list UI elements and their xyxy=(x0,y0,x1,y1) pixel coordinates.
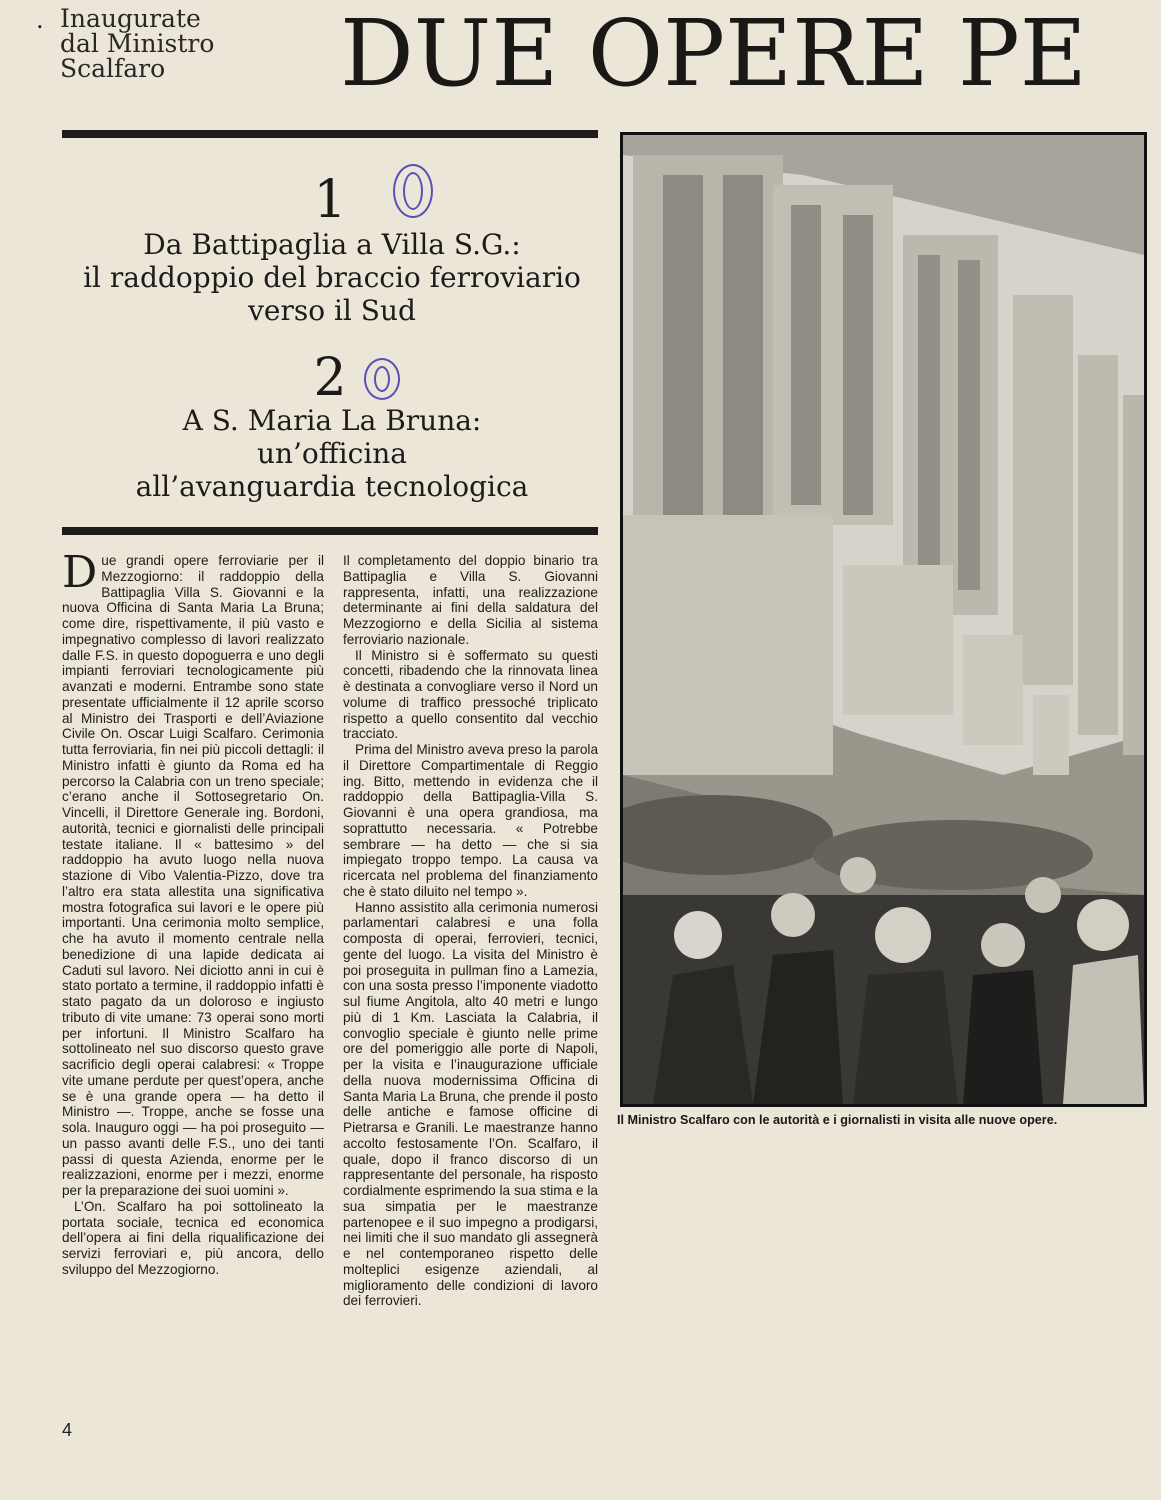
kicker xyxy=(60,6,270,81)
decorative-dot: . xyxy=(36,6,44,34)
kicker-line-2: dal Ministro xyxy=(60,29,215,58)
article-paragraph: Hanno assistito alla cerimonia numerosi parlamentari calabresi e una folla composta di operai, ferrovieri, tecnici, gente del luogo. La visita del Ministro è poi proseguita in pullman fino a Lamezia, con una sosta presso l’imponente viadotto sul fiume Angitola, alto 40 metri e lungo più di 1 Km. Lasciata la Calabria, il convoglio speciale è giunto nelle prime ore del pomeriggio alle porte di Napoli, per la visita e l’inaugurazione ufficiale della nuova modernissima Officina di Santa Maria La Bruna, che prende il posto delle antiche e famose officine di Pietrarsa e Granili. Le maestranze hanno accolto festosamente l’On. Scalfaro, il quale, dopo il franco discorso di un rappresentante del personale, ha risposto cordialmente esprimendo la sua stima e la sua simpatia per le maestranze partenopee e il suo impegno a prodigarsi, nei limiti che il suo mandato gli assegnerà e nel contemporaneo rispetto delle molteplici esigenze aziendali, al miglioramento delle condizioni di lavoro dei ferrovieri. xyxy=(343,899,598,1309)
article-paragraph: Il completamento del doppio binario tra Battipaglia e Villa S. Giovanni rappresenta, infatti, una realizzazione determinante ai fini della saldatura del Mezzogiorno e della Sicilia al sistema ferroviario nazionale. xyxy=(343,553,598,647)
kicker-line-1: Inaugurate xyxy=(60,4,201,33)
article-paragraph: Il Ministro si è soffermato su questi concetti, ribadendo che la rinnovata linea è destinata a convogliare verso il Nord un volume di traffico pressoché triplicato rispetto a quello consentito dal vecchio tracciato. xyxy=(343,647,598,742)
item-1-line-3: verso il Sud xyxy=(248,294,416,327)
headline: DUE OPERE PE xyxy=(340,6,1087,102)
item-1-number: 1 xyxy=(313,170,347,230)
item-1-line-2: il raddoppio del braccio ferroviario xyxy=(83,261,581,294)
article-paragraph: Prima del Ministro aveva preso la parola il Direttore Compartimentale di Reggio ing. Bitto, mettendo in evidenza che il raddoppio della Battipaglia-Villa S. Giovanni è una opera grandiosa, ma soprattutto necessaria. « Potrebbe sembrare — ha detto — che si sia impiegato troppo tempo. La causa va ricercata nel problema del finanziamento che è stato diluito nel tempo ». xyxy=(343,742,598,899)
item-1-heading xyxy=(62,228,602,327)
item-2-number: 2 xyxy=(313,348,347,408)
item-1-line-1: Da Battipaglia a Villa S.G.: xyxy=(143,228,521,261)
item-2-heading xyxy=(62,404,602,503)
photo-caption: Il Ministro Scalfaro con le autorità e i giornalisti in visita alle nuove opere. xyxy=(617,1113,1058,1127)
ink-stamp-icon xyxy=(393,164,433,218)
article-paragraph: L’On. Scalfaro ha poi sottolineato la portata sociale, tecnica ed economica dell’opera ai fini della riqualificazione dei servizi ferroviari e, più ancora, dello sviluppo del Mezzogiorno. xyxy=(62,1198,324,1277)
paragraph-text: ue grandi opere ferroviarie per il Mezzogiorno: il raddoppio della Battipaglia Villa S. Giovanni e la nuova Officina di Santa Maria La Bruna; come dire, rispettivamente, il più vasto e impegnativo complesso di lavori realizzato dalle F.S. in questo dopoguerra e uno degli impianti ferroviari tecnologicamente più avanzati e moderni. Entrambe sono state presentate ufficialmente il 12 aprile scorso al Ministro dei Trasporti e dell’Aviazione Civile On. Oscar Luigi Scalfaro. Cerimonia tutta ferroviaria, fin nei più piccoli dettagli: il Ministro infatti è giunto da Roma ed ha percorso la Calabria con un treno speciale; c’erano anche il Sottosegretario On. Vincelli, il Direttore Generale ing. Bordoni, autorità, tecnici e giornalisti delle principali testate italiane. Il « battesimo » del raddoppio ha avuto luogo nella nuova stazione di Vibo Valentia-Pizzo, dove tra l’altro era stata allestita una significativa mostra fotografica sui lavori e le opere più importanti. Una cerimonia molto semplice, che ha avuto il momento centrale nella benedizione di una lapide dedicata ai Caduti sul lavoro. Nei diciotto anni in cui è stato portato a termine, il raddoppio infatti è stato pagato da un doloroso e ingiusto tributo di vite umane: 73 operai sono morti per infortuni. Il Ministro Scalfaro ha sottolineato nel suo discorso questo grave sacrificio degli operai calabresi: « Troppe vite umane perdute per quest’opera, anche se è una grande opera — ha detto il Ministro —. Troppe, anche se fosse una sola. Inauguro oggi — ha poi proseguito — un passo avanti delle F.S., uno dei tanti passi di questa Azienda, enorme per le realizzazioni, enorme per i mezzi, enorme per la preparazione dei suoi uomini ». xyxy=(62,553,324,1198)
top-rule xyxy=(62,130,598,138)
viaduct-photo xyxy=(620,132,1147,1107)
ink-stamp-icon xyxy=(364,358,400,400)
item-2-line-1: A S. Maria La Bruna: xyxy=(182,404,482,437)
article-paragraph xyxy=(62,547,324,1199)
bottom-rule xyxy=(62,527,598,535)
article-column-2 xyxy=(343,553,598,1309)
article-column-1 xyxy=(62,547,324,1278)
viaduct-photo-illustration xyxy=(623,135,1144,1104)
drop-cap: D xyxy=(62,547,98,598)
kicker-line-3: Scalfaro xyxy=(60,54,166,83)
item-2-line-2: un’officina xyxy=(256,437,408,470)
page-number: 4 xyxy=(62,1420,73,1440)
item-2-line-3: all’avanguardia tecnologica xyxy=(135,470,529,503)
